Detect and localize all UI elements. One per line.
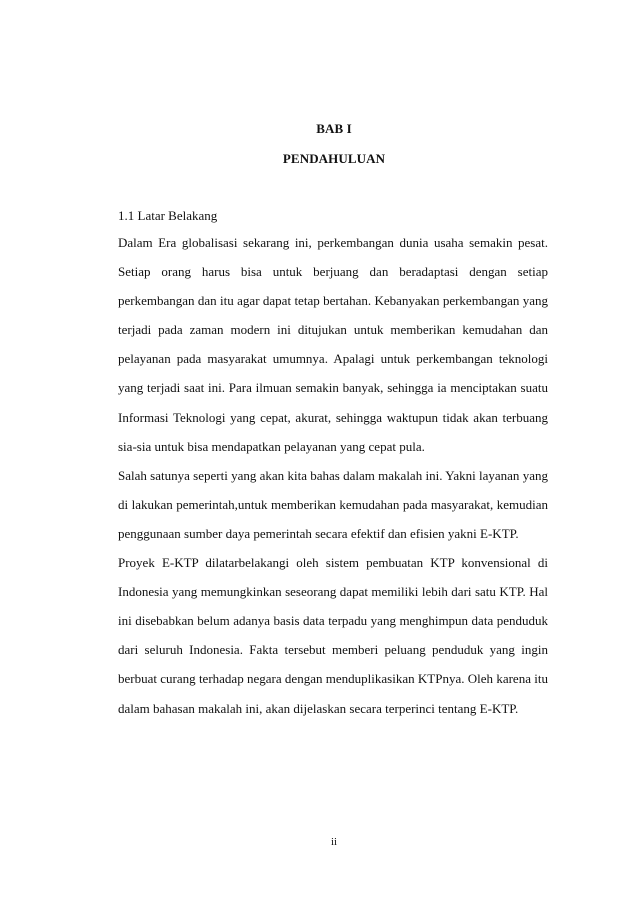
paragraph-1: Dalam Era globalisasi sekarang ini, perkembangan dunia usaha semakin pesat. Setiap orang harus bisa untuk berjuang dan beradaptasi dengan setiap perkembangan dan itu agar dapat tetap bertahan. Kebanyakan perkembangan yang terjadi pada zaman modern ini ditujukan untuk memberikan kemudahan dan pelayanan pada masyarakat umumnya. Apalagi untuk perkembangan teknologi yang terjadi saat ini. Para ilmuan semakin banyak, sehingga ia menciptakan suatu Informasi Teknologi yang cepat, akurat, sehingga waktupun tidak akan terbuang sia-sia untuk bisa mendapatkan pelayanan yang cepat pula. bbox=[118, 235, 548, 454]
chapter-title: PENDAHULUAN bbox=[282, 151, 386, 166]
paragraph-3: Proyek E-KTP dilatarbelakangi oleh sistem pembuatan KTP konvensional di Indonesia yang memungkinkan seseorang dapat memiliki lebih dari satu KTP. Hal ini disebabkan belum adanya basis data terpadu yang menghimpun data penduduk dari seluruh Indonesia. Fakta tersebut memberi peluang penduduk yang ingin berbuat curang terhadap negara dengan menduplikasikan KTPnya. Oleh karena itu dalam bahasan makalah ini, akan dijelaskan secara terperinci tentang E-KTP. bbox=[118, 555, 548, 716]
page-number: ii bbox=[330, 836, 338, 848]
paragraph-2: Salah satunya seperti yang akan kita bahas dalam makalah ini. Yakni layanan yang di lakukan pemerintah,untuk memberikan kemudahan pada masyarakat, kemudian penggunaan sumber daya pemerintah secara efektif dan efisien yakni E-KTP. bbox=[118, 467, 548, 541]
chapter-label: BAB I bbox=[316, 121, 352, 136]
body-text bbox=[118, 228, 548, 723]
section-title: 1.1 Latar Belakang bbox=[118, 208, 218, 223]
